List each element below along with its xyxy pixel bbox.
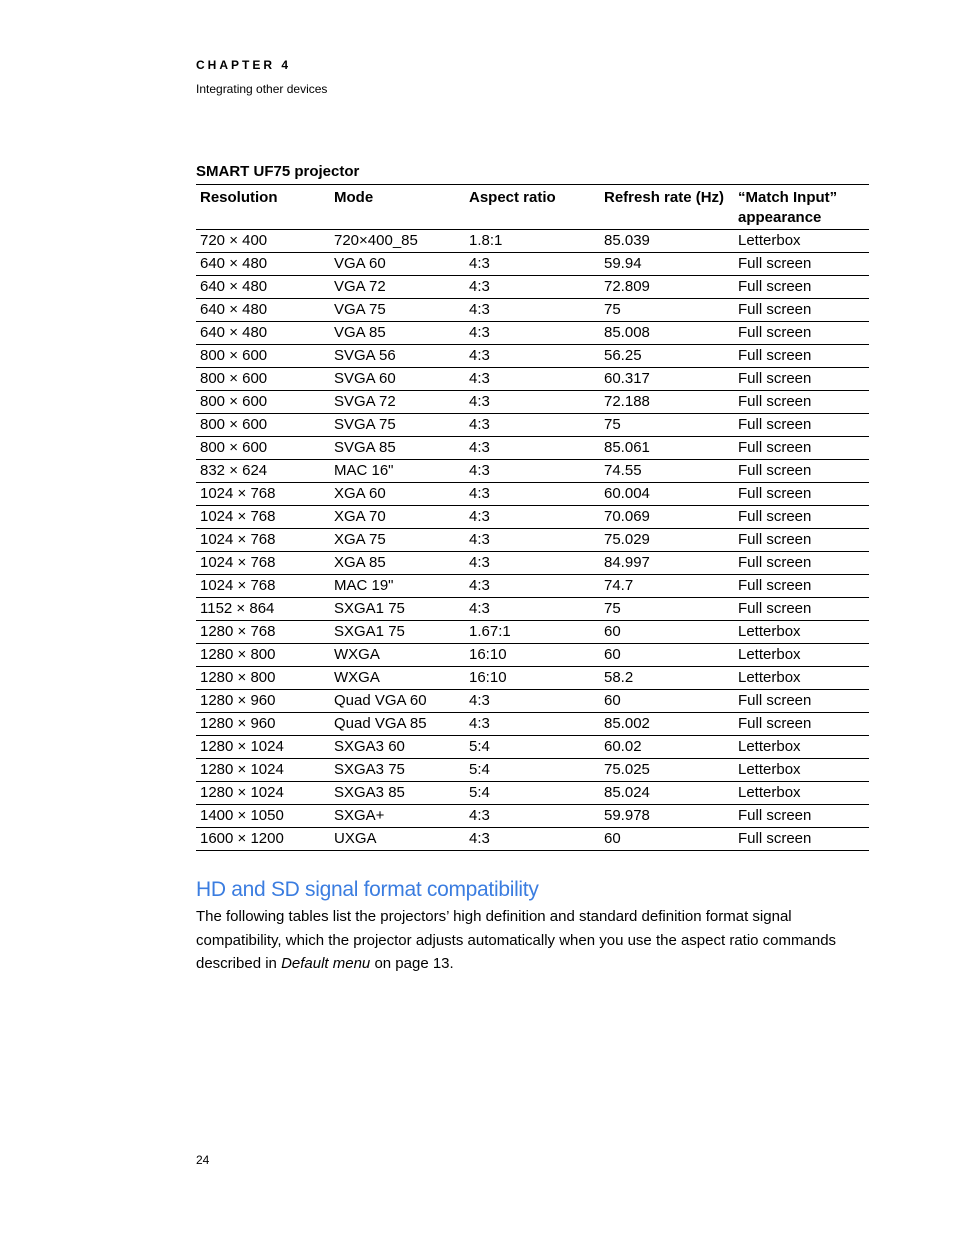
aspect-ratio-cell: 1.8:1 bbox=[465, 230, 600, 253]
table-row bbox=[196, 529, 869, 552]
appearance-cell: Full screen bbox=[734, 253, 869, 276]
appearance-cell: Letterbox bbox=[734, 759, 869, 782]
resolution-cell: 1280 × 960 bbox=[196, 690, 330, 713]
aspect-ratio-cell: 4:3 bbox=[465, 391, 600, 414]
chapter-label: CHAPTER 4 bbox=[196, 58, 292, 72]
aspect-ratio-cell: 4:3 bbox=[465, 805, 600, 828]
aspect-ratio-cell: 5:4 bbox=[465, 782, 600, 805]
column-header-refresh-rate: Refresh rate (Hz) bbox=[600, 185, 734, 230]
resolution-cell: 1280 × 1024 bbox=[196, 736, 330, 759]
appearance-cell: Full screen bbox=[734, 575, 869, 598]
appearance-cell: Full screen bbox=[734, 552, 869, 575]
appearance-cell: Full screen bbox=[734, 345, 869, 368]
aspect-ratio-cell: 4:3 bbox=[465, 368, 600, 391]
table-row bbox=[196, 621, 869, 644]
column-header-aspect-ratio: Aspect ratio bbox=[465, 185, 600, 230]
refresh-rate-cell: 60.02 bbox=[600, 736, 734, 759]
resolution-cell: 640 × 480 bbox=[196, 299, 330, 322]
resolution-cell: 1280 × 768 bbox=[196, 621, 330, 644]
mode-cell: XGA 75 bbox=[330, 529, 465, 552]
appearance-cell: Full screen bbox=[734, 276, 869, 299]
resolution-cell: 640 × 480 bbox=[196, 253, 330, 276]
mode-cell: SXGA1 75 bbox=[330, 598, 465, 621]
appearance-cell: Letterbox bbox=[734, 736, 869, 759]
table-row bbox=[196, 345, 869, 368]
appearance-cell: Full screen bbox=[734, 805, 869, 828]
mode-cell: XGA 70 bbox=[330, 506, 465, 529]
resolution-cell: 800 × 600 bbox=[196, 345, 330, 368]
resolution-cell: 1152 × 864 bbox=[196, 598, 330, 621]
appearance-cell: Letterbox bbox=[734, 621, 869, 644]
appearance-cell: Full screen bbox=[734, 437, 869, 460]
refresh-rate-cell: 56.25 bbox=[600, 345, 734, 368]
resolution-cell: 800 × 600 bbox=[196, 437, 330, 460]
appearance-cell: Full screen bbox=[734, 414, 869, 437]
resolution-cell: 1600 × 1200 bbox=[196, 828, 330, 851]
column-header-match-input: “Match Input” appearance bbox=[734, 185, 869, 230]
resolution-cell: 1024 × 768 bbox=[196, 552, 330, 575]
refresh-rate-cell: 60.317 bbox=[600, 368, 734, 391]
table-row bbox=[196, 575, 869, 598]
mode-cell: XGA 85 bbox=[330, 552, 465, 575]
mode-cell: XGA 60 bbox=[330, 483, 465, 506]
aspect-ratio-cell: 16:10 bbox=[465, 667, 600, 690]
resolution-cell: 800 × 600 bbox=[196, 414, 330, 437]
mode-cell: SXGA1 75 bbox=[330, 621, 465, 644]
refresh-rate-cell: 75 bbox=[600, 414, 734, 437]
appearance-cell: Letterbox bbox=[734, 644, 869, 667]
appearance-cell: Full screen bbox=[734, 299, 869, 322]
mode-cell: SXGA3 75 bbox=[330, 759, 465, 782]
mode-cell: UXGA bbox=[330, 828, 465, 851]
resolution-cell: 1280 × 800 bbox=[196, 644, 330, 667]
table-row bbox=[196, 805, 869, 828]
table-row bbox=[196, 276, 869, 299]
refresh-rate-cell: 75 bbox=[600, 598, 734, 621]
refresh-rate-cell: 85.061 bbox=[600, 437, 734, 460]
aspect-ratio-cell: 4:3 bbox=[465, 414, 600, 437]
table-row bbox=[196, 552, 869, 575]
chapter-subtitle: Integrating other devices bbox=[196, 82, 328, 96]
resolution-cell: 1400 × 1050 bbox=[196, 805, 330, 828]
aspect-ratio-cell: 4:3 bbox=[465, 598, 600, 621]
mode-cell: Quad VGA 60 bbox=[330, 690, 465, 713]
appearance-cell: Full screen bbox=[734, 460, 869, 483]
table-row bbox=[196, 713, 869, 736]
resolution-cell: 640 × 480 bbox=[196, 276, 330, 299]
table-header-row bbox=[196, 185, 869, 230]
refresh-rate-cell: 72.809 bbox=[600, 276, 734, 299]
appearance-cell: Full screen bbox=[734, 690, 869, 713]
appearance-cell: Letterbox bbox=[734, 782, 869, 805]
aspect-ratio-cell: 4:3 bbox=[465, 529, 600, 552]
table-row bbox=[196, 299, 869, 322]
refresh-rate-cell: 60 bbox=[600, 690, 734, 713]
appearance-cell: Full screen bbox=[734, 368, 869, 391]
refresh-rate-cell: 75.029 bbox=[600, 529, 734, 552]
appearance-cell: Full screen bbox=[734, 322, 869, 345]
aspect-ratio-cell: 4:3 bbox=[465, 253, 600, 276]
table-row bbox=[196, 230, 869, 253]
table-row bbox=[196, 368, 869, 391]
mode-cell: WXGA bbox=[330, 644, 465, 667]
table-row bbox=[196, 253, 869, 276]
table-row bbox=[196, 644, 869, 667]
aspect-ratio-cell: 4:3 bbox=[465, 552, 600, 575]
default-menu-reference: Default menu bbox=[281, 955, 371, 972]
table-row bbox=[196, 483, 869, 506]
resolution-cell: 1024 × 768 bbox=[196, 483, 330, 506]
aspect-ratio-cell: 5:4 bbox=[465, 759, 600, 782]
mode-cell: 720×400_85 bbox=[330, 230, 465, 253]
mode-cell: SVGA 85 bbox=[330, 437, 465, 460]
mode-cell: MAC 19" bbox=[330, 575, 465, 598]
table-row bbox=[196, 460, 869, 483]
projector-resolution-table bbox=[196, 184, 869, 851]
mode-cell: VGA 60 bbox=[330, 253, 465, 276]
resolution-cell: 1280 × 1024 bbox=[196, 782, 330, 805]
resolution-cell: 800 × 600 bbox=[196, 391, 330, 414]
mode-cell: SVGA 72 bbox=[330, 391, 465, 414]
aspect-ratio-cell: 4:3 bbox=[465, 345, 600, 368]
refresh-rate-cell: 60 bbox=[600, 621, 734, 644]
body-text-start: The following tables list the projectors’ high definition and standard definition format signal compatibility, which the projector adjusts automatically when you use the aspect ratio commands described in bbox=[196, 908, 837, 972]
table-body bbox=[196, 230, 869, 851]
refresh-rate-cell: 74.55 bbox=[600, 460, 734, 483]
aspect-ratio-cell: 1.67:1 bbox=[465, 621, 600, 644]
refresh-rate-cell: 59.978 bbox=[600, 805, 734, 828]
body-text-end: on page 13. bbox=[370, 955, 454, 972]
refresh-rate-cell: 75 bbox=[600, 299, 734, 322]
table-row bbox=[196, 736, 869, 759]
aspect-ratio-cell: 4:3 bbox=[465, 276, 600, 299]
table-row bbox=[196, 759, 869, 782]
refresh-rate-cell: 85.024 bbox=[600, 782, 734, 805]
table-row bbox=[196, 414, 869, 437]
aspect-ratio-cell: 4:3 bbox=[465, 437, 600, 460]
mode-cell: WXGA bbox=[330, 667, 465, 690]
refresh-rate-cell: 60 bbox=[600, 644, 734, 667]
aspect-ratio-cell: 4:3 bbox=[465, 690, 600, 713]
section-heading: HD and SD signal format compatibility bbox=[196, 878, 539, 901]
mode-cell: MAC 16" bbox=[330, 460, 465, 483]
refresh-rate-cell: 60 bbox=[600, 828, 734, 851]
refresh-rate-cell: 85.039 bbox=[600, 230, 734, 253]
refresh-rate-cell: 84.997 bbox=[600, 552, 734, 575]
column-header-mode: Mode bbox=[330, 185, 465, 230]
refresh-rate-cell: 59.94 bbox=[600, 253, 734, 276]
refresh-rate-cell: 72.188 bbox=[600, 391, 734, 414]
mode-cell: VGA 85 bbox=[330, 322, 465, 345]
mode-cell: SVGA 60 bbox=[330, 368, 465, 391]
appearance-cell: Full screen bbox=[734, 529, 869, 552]
refresh-rate-cell: 85.008 bbox=[600, 322, 734, 345]
appearance-cell: Full screen bbox=[734, 713, 869, 736]
resolution-cell: 832 × 624 bbox=[196, 460, 330, 483]
mode-cell: VGA 75 bbox=[330, 299, 465, 322]
table-caption: SMART UF75 projector bbox=[196, 163, 360, 180]
appearance-cell: Letterbox bbox=[734, 667, 869, 690]
refresh-rate-cell: 70.069 bbox=[600, 506, 734, 529]
resolution-cell: 1024 × 768 bbox=[196, 575, 330, 598]
mode-cell: Quad VGA 85 bbox=[330, 713, 465, 736]
aspect-ratio-cell: 4:3 bbox=[465, 506, 600, 529]
column-header-resolution: Resolution bbox=[196, 185, 330, 230]
refresh-rate-cell: 85.002 bbox=[600, 713, 734, 736]
table-row bbox=[196, 391, 869, 414]
refresh-rate-cell: 58.2 bbox=[600, 667, 734, 690]
mode-cell: SVGA 75 bbox=[330, 414, 465, 437]
appearance-cell: Full screen bbox=[734, 391, 869, 414]
table-row bbox=[196, 437, 869, 460]
table-row bbox=[196, 782, 869, 805]
aspect-ratio-cell: 5:4 bbox=[465, 736, 600, 759]
aspect-ratio-cell: 4:3 bbox=[465, 460, 600, 483]
mode-cell: VGA 72 bbox=[330, 276, 465, 299]
mode-cell: SXGA3 85 bbox=[330, 782, 465, 805]
aspect-ratio-cell: 4:3 bbox=[465, 483, 600, 506]
mode-cell: SXGA+ bbox=[330, 805, 465, 828]
appearance-cell: Full screen bbox=[734, 828, 869, 851]
table-row bbox=[196, 598, 869, 621]
resolution-cell: 1024 × 768 bbox=[196, 506, 330, 529]
resolution-cell: 1280 × 960 bbox=[196, 713, 330, 736]
aspect-ratio-cell: 4:3 bbox=[465, 575, 600, 598]
resolution-cell: 1280 × 800 bbox=[196, 667, 330, 690]
appearance-cell: Full screen bbox=[734, 483, 869, 506]
mode-cell: SVGA 56 bbox=[330, 345, 465, 368]
section-body bbox=[196, 905, 856, 976]
aspect-ratio-cell: 4:3 bbox=[465, 828, 600, 851]
aspect-ratio-cell: 4:3 bbox=[465, 322, 600, 345]
appearance-cell: Full screen bbox=[734, 506, 869, 529]
resolution-cell: 720 × 400 bbox=[196, 230, 330, 253]
table-row bbox=[196, 690, 869, 713]
resolution-cell: 1280 × 1024 bbox=[196, 759, 330, 782]
table-row bbox=[196, 322, 869, 345]
table-row bbox=[196, 828, 869, 851]
refresh-rate-cell: 75.025 bbox=[600, 759, 734, 782]
resolution-cell: 640 × 480 bbox=[196, 322, 330, 345]
mode-cell: SXGA3 60 bbox=[330, 736, 465, 759]
appearance-cell: Full screen bbox=[734, 598, 869, 621]
aspect-ratio-cell: 4:3 bbox=[465, 713, 600, 736]
appearance-cell: Letterbox bbox=[734, 230, 869, 253]
page-number: 24 bbox=[196, 1153, 210, 1167]
refresh-rate-cell: 60.004 bbox=[600, 483, 734, 506]
table-row bbox=[196, 506, 869, 529]
resolution-cell: 1024 × 768 bbox=[196, 529, 330, 552]
resolution-cell: 800 × 600 bbox=[196, 368, 330, 391]
aspect-ratio-cell: 4:3 bbox=[465, 299, 600, 322]
aspect-ratio-cell: 16:10 bbox=[465, 644, 600, 667]
refresh-rate-cell: 74.7 bbox=[600, 575, 734, 598]
table-row bbox=[196, 667, 869, 690]
